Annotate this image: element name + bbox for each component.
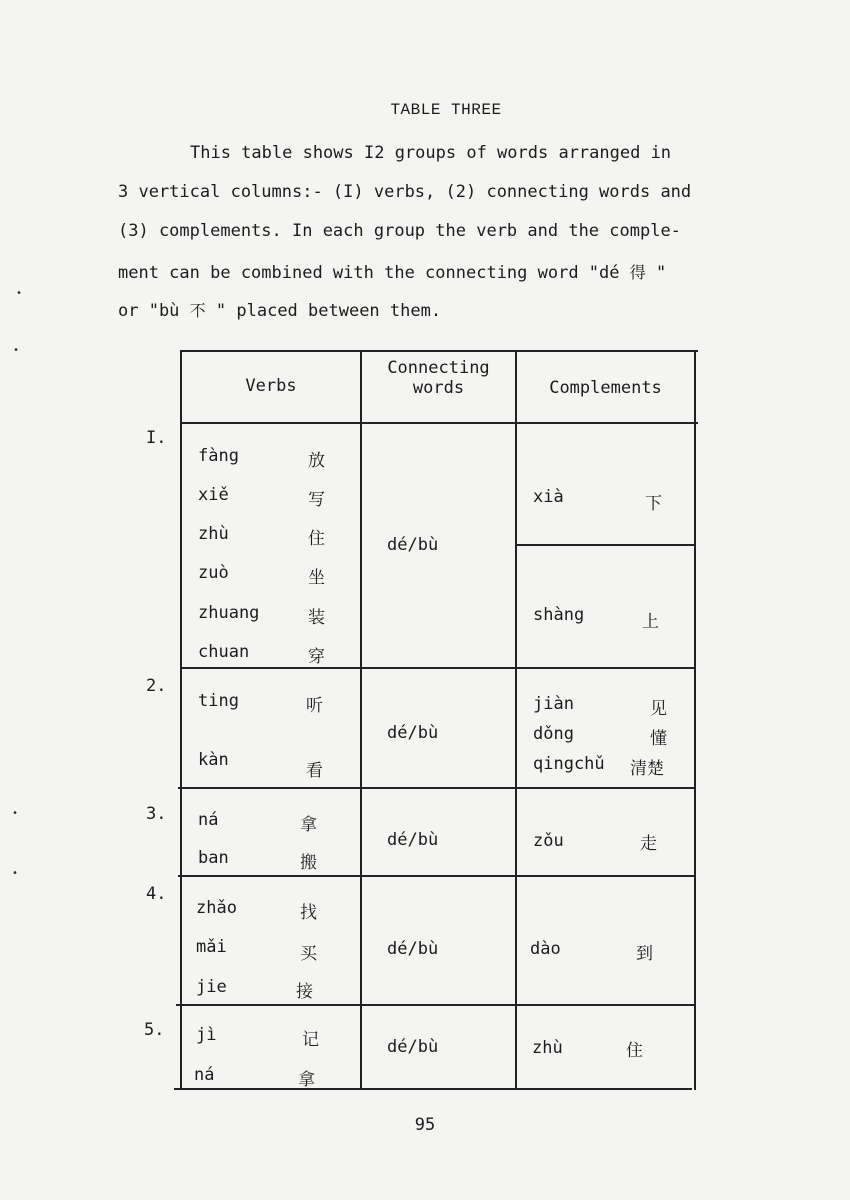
header-connecting-line1: Connecting <box>387 358 490 378</box>
table-title: TABLE THREE <box>390 101 502 119</box>
header-connecting-line2: words <box>412 378 465 398</box>
verb-hanzi: 拿 <box>298 1070 315 1090</box>
table-rule <box>360 350 362 1090</box>
verb-pinyin: fàng <box>198 446 239 466</box>
group-number: 5. <box>144 1020 165 1040</box>
complement-hanzi: 上 <box>642 612 659 632</box>
header-connecting <box>362 358 515 398</box>
page-number: 95 <box>414 1115 436 1135</box>
intro-line-4-end: " <box>645 263 667 283</box>
connecting-word: dé/bù <box>387 535 439 555</box>
table-rule <box>516 544 694 546</box>
verb-hanzi: 住 <box>308 529 325 549</box>
table-rule <box>178 875 694 877</box>
margin-mark: • <box>12 808 19 819</box>
complement-hanzi: 清楚 <box>630 759 664 779</box>
verb-pinyin: zhuang <box>198 603 260 623</box>
verb-hanzi: 写 <box>308 490 325 510</box>
verb-pinyin: chuan <box>198 642 250 662</box>
intro-line-4-text: ment can be combined with the connecting word "dé <box>118 263 630 283</box>
verb-pinyin: zuò <box>198 563 229 583</box>
verb-hanzi: 听 <box>306 696 323 716</box>
verb-hanzi: 装 <box>308 608 325 628</box>
table-rule <box>178 787 694 789</box>
connecting-word: dé/bù <box>387 723 439 743</box>
intro-line-2: 3 vertical columns:- (I) verbs, (2) connecting words and <box>118 182 692 202</box>
complement-pinyin: dào <box>530 939 561 959</box>
intro-line-5 <box>118 298 441 321</box>
intro-line-4 <box>118 260 666 283</box>
intro-line-1: This table shows I2 groups of words arranged in <box>190 143 672 163</box>
verb-hanzi: 搬 <box>300 853 317 873</box>
connecting-word: dé/bù <box>387 939 439 959</box>
verb-hanzi: 坐 <box>308 568 325 588</box>
table-rule <box>180 422 698 424</box>
connecting-word: dé/bù <box>387 830 439 850</box>
table-rule <box>694 350 696 1090</box>
verb-hanzi: 找 <box>300 903 317 923</box>
verb-pinyin: zhù <box>198 524 229 544</box>
intro-line-5-end: " placed between them. <box>205 301 442 321</box>
verb-pinyin: ná <box>198 810 219 830</box>
complement-hanzi: 住 <box>626 1041 643 1061</box>
verb-hanzi: 看 <box>306 761 323 781</box>
group-number: I. <box>146 428 167 448</box>
header-complements: Complements <box>549 378 662 398</box>
table-rule <box>174 1088 692 1090</box>
intro-line-3: (3) complements. In each group the verb and the comple- <box>118 221 681 241</box>
table-rule <box>180 667 696 669</box>
table-rule <box>180 350 182 1090</box>
table-rule <box>176 1004 694 1006</box>
group-number: 4. <box>146 884 167 904</box>
complement-pinyin: qingchǔ <box>533 754 605 774</box>
verb-hanzi: 买 <box>300 944 317 964</box>
verb-hanzi: 放 <box>308 451 325 471</box>
verb-pinyin: kàn <box>198 750 229 770</box>
verb-pinyin: ná <box>194 1065 215 1085</box>
verb-pinyin: ting <box>198 691 239 711</box>
intro-line-4-han: 得 <box>629 263 646 282</box>
complement-hanzi: 见 <box>650 699 667 719</box>
verb-hanzi: 接 <box>296 982 313 1002</box>
verb-pinyin: zhǎo <box>196 898 237 918</box>
complement-pinyin: xià <box>533 487 564 507</box>
connecting-word: dé/bù <box>387 1037 439 1057</box>
margin-mark: • <box>12 868 19 879</box>
complement-pinyin: jiàn <box>533 694 574 714</box>
verb-hanzi: 拿 <box>300 815 317 835</box>
complement-pinyin: shàng <box>533 605 585 625</box>
margin-mark: • <box>16 288 23 299</box>
table-rule <box>180 350 698 352</box>
verb-hanzi: 记 <box>302 1030 319 1050</box>
intro-line-5-han: 不 <box>189 301 206 320</box>
complement-hanzi: 下 <box>645 494 662 514</box>
verb-pinyin: mǎi <box>196 937 227 957</box>
verb-pinyin: jie <box>196 977 227 997</box>
complement-pinyin: zǒu <box>533 831 564 851</box>
group-number: 3. <box>146 804 167 824</box>
group-number: 2. <box>146 676 167 696</box>
complement-pinyin: zhù <box>532 1038 563 1058</box>
header-verbs: Verbs <box>245 376 297 396</box>
verb-pinyin: jì <box>196 1025 217 1045</box>
verb-pinyin: xiě <box>198 485 229 505</box>
margin-mark: • <box>13 345 20 356</box>
verb-hanzi: 穿 <box>308 647 325 667</box>
complement-hanzi: 到 <box>636 944 653 964</box>
table-rule <box>515 350 517 1090</box>
complement-hanzi: 懂 <box>650 729 667 749</box>
verb-pinyin: ban <box>198 848 229 868</box>
intro-line-5-text: or "bù <box>118 301 190 321</box>
complement-pinyin: dǒng <box>533 724 574 744</box>
complement-hanzi: 走 <box>640 834 657 854</box>
